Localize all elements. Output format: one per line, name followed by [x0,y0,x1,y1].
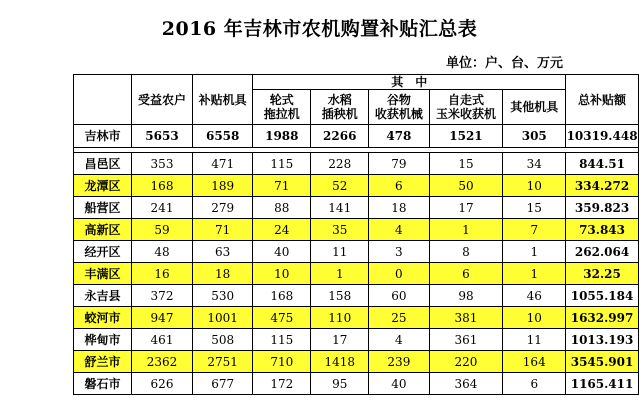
table-cell: 79 [369,153,429,175]
total-row [74,125,639,148]
region-name-cell: 磐石市 [74,373,132,395]
region-name-cell: 船营区 [74,197,132,219]
table-cell: 35 [311,219,369,241]
table-cell: 40 [369,373,429,395]
total-cell: 2266 [311,125,369,148]
table-row [74,263,639,285]
subsidy-total-cell: 1632.997 [566,307,639,329]
table-cell: 110 [311,307,369,329]
table-cell: 71 [193,219,253,241]
table-cell: 1 [311,263,369,285]
table-cell: 6 [369,175,429,197]
table-row [74,329,639,351]
table-cell: 220 [429,351,503,373]
header-machines: 补贴机具 [193,75,253,125]
table-cell: 168 [131,175,192,197]
subsidy-total-cell: 334.272 [566,175,639,197]
table-cell: 11 [503,329,566,351]
subsidy-total-cell: 1165.411 [566,373,639,395]
region-name-cell: 永吉县 [74,285,132,307]
total-cell: 10319.448 [566,125,639,148]
total-cell: 1521 [429,125,503,148]
table-cell: 50 [429,175,503,197]
total-cell: 6558 [193,125,253,148]
table-cell: 1 [503,241,566,263]
table-cell: 59 [131,219,192,241]
table-cell: 4 [369,219,429,241]
table-cell: 15 [503,197,566,219]
header-region [74,75,132,125]
table-cell: 4 [369,329,429,351]
table-cell: 172 [253,373,311,395]
table-cell: 16 [131,263,192,285]
region-name-cell: 蛟河市 [74,307,132,329]
table-cell: 189 [193,175,253,197]
table-cell: 6 [503,373,566,395]
table-row [74,175,639,197]
table-cell: 461 [131,329,192,351]
data-rows [74,153,639,395]
total-cell: 5653 [131,125,192,148]
header-rice-transplanter: 水稻 插秧机 [311,90,369,125]
region-name-cell: 舒兰市 [74,351,132,373]
subsidy-total-cell: 3545.901 [566,351,639,373]
table-cell: 17 [429,197,503,219]
table-row [74,219,639,241]
table-cell: 40 [253,241,311,263]
region-name-cell: 昌邑区 [74,153,132,175]
region-name-cell: 桦甸市 [74,329,132,351]
table-cell: 381 [429,307,503,329]
header-qizhong: 其 中 [253,75,566,90]
table-cell: 48 [131,241,192,263]
table-cell: 372 [131,285,192,307]
header-corn-harvester: 自走式 玉米收获机 [429,90,503,125]
table-cell: 228 [311,153,369,175]
unit-label: 单位：户、台、万元 [445,56,563,71]
table-row [74,241,639,263]
table-cell: 24 [253,219,311,241]
table-cell: 10 [253,263,311,285]
table-row [74,373,639,395]
page-title: 2016 年吉林市农机购置补贴汇总表 [161,18,478,40]
table-cell: 15 [429,153,503,175]
region-name-cell: 高新区 [74,219,132,241]
table-cell: 8 [429,241,503,263]
table-cell: 115 [253,153,311,175]
table-cell: 626 [131,373,192,395]
table-cell: 353 [131,153,192,175]
table-cell: 71 [253,175,311,197]
table-cell: 63 [193,241,253,263]
subsidy-total-cell: 844.51 [566,153,639,175]
subsidy-total-cell: 32.25 [566,263,639,285]
region-name-cell: 丰满区 [74,263,132,285]
table-cell: 239 [369,351,429,373]
table-cell: 1 [429,219,503,241]
table-row [74,153,639,175]
table-row [74,351,639,373]
table-row [74,285,639,307]
subsidy-summary-table [73,74,639,395]
table-row [74,307,639,329]
table-cell: 18 [193,263,253,285]
table-cell: 1001 [193,307,253,329]
total-cell: 1988 [253,125,311,148]
region-name-cell: 经开区 [74,241,132,263]
table-cell: 361 [429,329,503,351]
subsidy-total-cell: 73.843 [566,219,639,241]
header-beneficiaries: 受益农户 [131,75,192,125]
header-total-subsidy: 总补贴额 [566,75,639,125]
table-cell: 6 [429,263,503,285]
table-cell: 475 [253,307,311,329]
table-cell: 115 [253,329,311,351]
table-row [74,197,639,219]
table-cell: 10 [503,175,566,197]
table-cell: 947 [131,307,192,329]
table-cell: 95 [311,373,369,395]
table-cell: 279 [193,197,253,219]
region-name-cell: 龙潭区 [74,175,132,197]
subsidy-total-cell: 1055.184 [566,285,639,307]
subsidy-total-cell: 359.823 [566,197,639,219]
table-cell: 2362 [131,351,192,373]
table-cell: 2751 [193,351,253,373]
table-cell: 0 [369,263,429,285]
table-cell: 7 [503,219,566,241]
table-cell: 471 [193,153,253,175]
table-cell: 158 [311,285,369,307]
table-cell: 241 [131,197,192,219]
table-cell: 164 [503,351,566,373]
table-cell: 710 [253,351,311,373]
table-cell: 1418 [311,351,369,373]
header-grain-harvester: 谷物 收获机械 [369,90,429,125]
subsidy-total-cell: 262.064 [566,241,639,263]
total-cell: 305 [503,125,566,148]
table-cell: 508 [193,329,253,351]
table-cell: 17 [311,329,369,351]
table-cell: 46 [503,285,566,307]
subsidy-total-cell: 1013.193 [566,329,639,351]
table-cell: 88 [253,197,311,219]
table-cell: 1 [503,263,566,285]
table-cell: 52 [311,175,369,197]
table-cell: 364 [429,373,503,395]
table-cell: 3 [369,241,429,263]
table-cell: 11 [311,241,369,263]
total-cell: 吉林市 [74,125,132,148]
header-wheeled-tractor: 轮式 拖拉机 [253,90,311,125]
table-cell: 530 [193,285,253,307]
table-cell: 25 [369,307,429,329]
table-cell: 34 [503,153,566,175]
table-cell: 141 [311,197,369,219]
header-other: 其他机具 [503,90,566,125]
table-cell: 677 [193,373,253,395]
table-cell: 10 [503,307,566,329]
table-cell: 168 [253,285,311,307]
table-cell: 98 [429,285,503,307]
table-cell: 60 [369,285,429,307]
total-cell: 478 [369,125,429,148]
table-cell: 18 [369,197,429,219]
